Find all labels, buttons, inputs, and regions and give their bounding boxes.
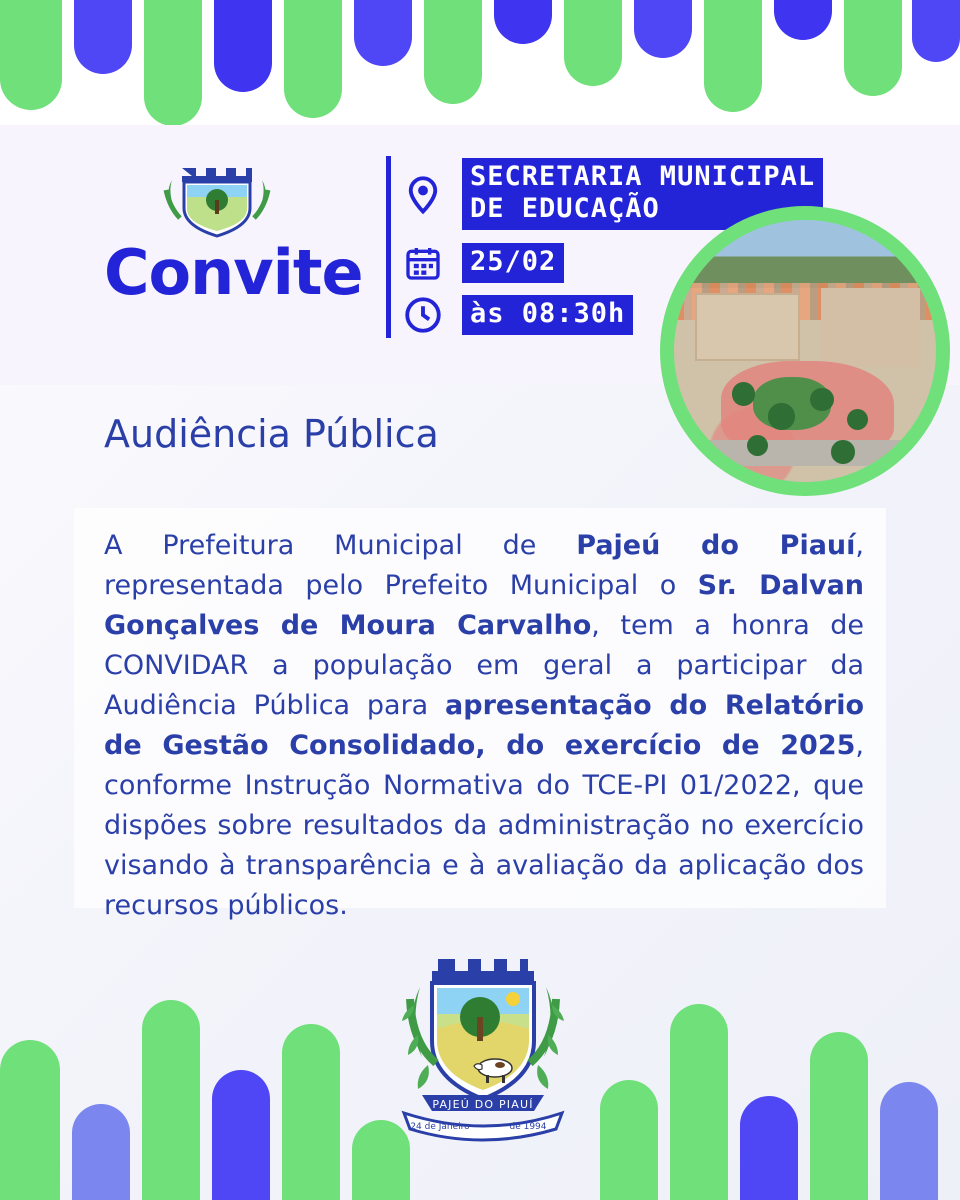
body-part-2: , representada pelo Prefeito Municipal o bbox=[104, 530, 864, 601]
body-paragraph bbox=[104, 526, 864, 926]
map-pin-icon bbox=[400, 171, 446, 217]
body-mayor-name: Sr. Dalvan Gonçalves de Moura Carvalho bbox=[104, 570, 865, 641]
decor-bar-bottom-8 bbox=[740, 1096, 798, 1200]
decor-bar-top-0 bbox=[0, 0, 62, 110]
decor-bar-top-4 bbox=[284, 0, 342, 118]
info-row-time bbox=[400, 292, 633, 338]
decor-bar-top-1 bbox=[74, 0, 132, 74]
crest-ribbon-right: de 1994 bbox=[509, 1122, 547, 1132]
location-line-1: SECRETARIA MUNICIPAL bbox=[470, 161, 816, 192]
coat-of-arms-emblem bbox=[370, 925, 595, 1155]
time-text: às 08:30h bbox=[462, 295, 633, 335]
top-decorative-bars bbox=[0, 0, 960, 125]
crest-banner-text: PAJEÚ DO PIAUÍ bbox=[432, 1098, 534, 1111]
decor-bar-top-2 bbox=[144, 0, 202, 125]
decor-bar-bottom-7 bbox=[670, 1004, 728, 1200]
page-title: Convite bbox=[104, 236, 363, 309]
decor-bar-bottom-4 bbox=[282, 1024, 340, 1200]
decor-bar-top-10 bbox=[704, 0, 762, 112]
decor-bar-top-3 bbox=[214, 0, 272, 92]
crest-ribbon-left: 24 de Janeiro bbox=[410, 1122, 470, 1132]
clock-icon bbox=[400, 292, 446, 338]
date-text: 25/02 bbox=[462, 243, 564, 283]
coat-of-arms-icon-small bbox=[152, 150, 282, 240]
decor-bar-top-8 bbox=[564, 0, 622, 86]
city-aerial-photo bbox=[674, 220, 936, 482]
event-title: Audiência Pública bbox=[104, 412, 439, 456]
decor-bar-top-9 bbox=[634, 0, 692, 58]
decor-bar-bottom-9 bbox=[810, 1032, 868, 1200]
decor-bar-top-13 bbox=[912, 0, 960, 62]
body-city: Pajeú do Piauí bbox=[576, 530, 856, 561]
location-line-2: DE EDUCAÇÃO bbox=[470, 192, 660, 224]
body-part-3: , tem a honra de CONVIDAR a população em geral a participar da Audiência Pública para bbox=[104, 610, 864, 721]
body-subject: apresentação do Relatório de Gestão Consolidado, do exercício de 2025 bbox=[104, 690, 864, 761]
city-photo-ring bbox=[660, 206, 950, 496]
decor-bar-bottom-10 bbox=[880, 1082, 938, 1200]
decor-bar-bottom-3 bbox=[212, 1070, 270, 1200]
decor-bar-top-11 bbox=[774, 0, 832, 40]
decor-bar-bottom-2 bbox=[142, 1000, 200, 1200]
calendar-icon bbox=[400, 240, 446, 286]
decor-bar-top-5 bbox=[354, 0, 412, 66]
decor-bar-bottom-6 bbox=[600, 1080, 658, 1200]
decor-bar-top-12 bbox=[844, 0, 902, 96]
decor-bar-top-6 bbox=[424, 0, 482, 104]
decor-bar-top-7 bbox=[494, 0, 552, 44]
decor-bar-bottom-1 bbox=[72, 1104, 130, 1200]
decor-bar-bottom-0 bbox=[0, 1040, 60, 1200]
info-row-date bbox=[400, 240, 564, 286]
body-part-4: , conforme Instrução Normativa do TCE-PI 01/2022, que dispões sobre resultados da administração no exercício visando à transparência e à avaliação da aplicação dos recursos públicos. bbox=[104, 730, 864, 921]
body-part-1: A Prefeitura Municipal de bbox=[104, 530, 577, 561]
vertical-divider bbox=[386, 156, 391, 338]
